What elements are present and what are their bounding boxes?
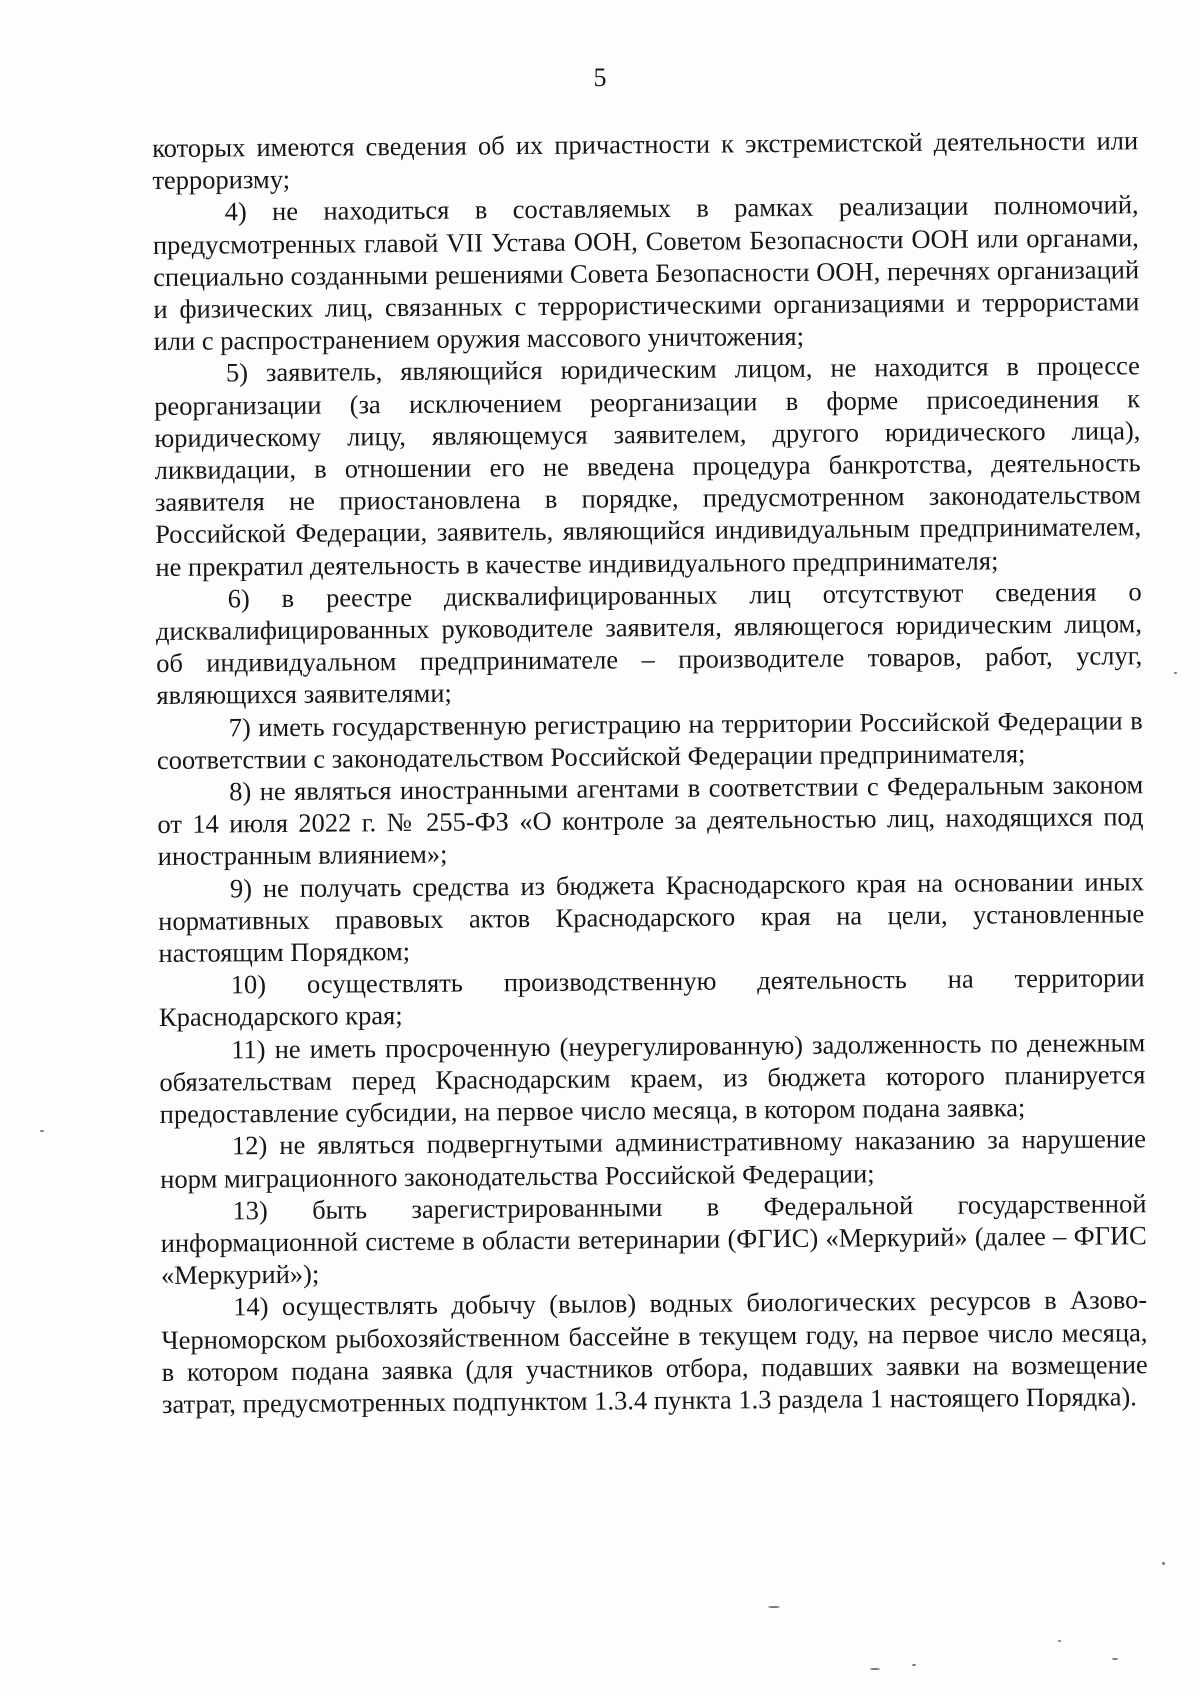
paragraph-item-8: 8) не являться иностранными агентами в соответствии с Федеральным законом от 14 июля 2022 г. № 255-ФЗ «О контроле за деятельностью лиц, находящихся под иностранным влиянием»; — [157, 769, 1144, 872]
scan-speck — [40, 1130, 44, 1132]
paragraph-item-7: 7) иметь государственную регистрацию на территории Российской Федерации в соответствии с законодательством Российской Федерации предпринимателя; — [156, 704, 1143, 775]
document-body — [152, 124, 1148, 1420]
paragraph-item-6: 6) в реестре дисквалифицированных лиц отсутствуют сведения о дисквалифицированных руководителе заявителя, являющегося юридическим лицом, об индивидуальном предпринимателе – производителе товаров, работ, услуг, являющихся заявителями; — [155, 576, 1143, 711]
scan-speck — [1112, 1658, 1118, 1660]
scan-speck — [1058, 1640, 1061, 1642]
paragraph-item-9: 9) не получать средства из бюджета Краснодарского края на основании иных нормативных правовых актов Краснодарского края на цели, установленные настоящим Порядком; — [158, 865, 1145, 969]
paragraph-continuation: которых имеются сведения об их причастности к экстремистской деятельности или терроризму; — [152, 125, 1139, 196]
paragraph-item-12: 12) не являться подвергнутыми административному наказанию за нарушение норм миграционного законодательства Российской Федерации; — [160, 1123, 1147, 1194]
page-number: 5 — [593, 63, 607, 92]
paragraph-item-11: 11) не иметь просроченную (неурегулированную) задолженность по денежным обязательствам перед Краснодарским краем, из бюджета которого планируется предоставление субсидии, на первое число месяца, в котором подана заявка; — [159, 1026, 1146, 1130]
paragraph-item-4: 4) не находиться в составляемых в рамках реализации полномочий, предусмотренных главой VII Устава ООН, Советом Безопасности ООН или органами, специально созданными решениями Совета Безопасности ООН, перечнях организаций и физических лиц, связанных с террористическими организациями и террористами или с распространением оружия массового уничтожения; — [152, 189, 1140, 357]
scan-speck — [1174, 672, 1177, 674]
scan-speck — [768, 1606, 780, 1608]
paragraph-item-5: 5) заявитель, являющийся юридическим лицом, не находится в процессе реорганизации (за исключением реорганизации в форме присоединения к юридическому лицу, являющемуся заявителем, другого юридического лица), ликвидации, в отношении его не введена процедура банкротства, деятельность заявителя не приостановлена в порядке, предусмотренном законодательством Российской Федерации, заявитель, являющийся индивидуальным предпринимателем, не прекратил деятельность в качестве индивидуального предпринимателя; — [154, 350, 1142, 582]
paragraph-item-14: 14) осуществлять добычу (вылов) водных биологических ресурсов в Азово-Черноморском рыбохозяйственном бассейне в текущем году, на первое число месяца, в котором подана заявка (для участников отбора, подавших заявки на возмещение затрат, предусмотренных подпунктом 1.3.4 пункта 1.3 раздела 1 настоящего Порядка). — [161, 1284, 1148, 1419]
scan-speck — [1162, 1562, 1165, 1565]
scan-speck — [870, 1668, 880, 1670]
scan-speck — [912, 1664, 916, 1666]
paragraph-item-13: 13) быть зарегистрированными в Федеральной государственной информационной системе в области ветеринарии (ФГИС) «Меркурий» (далее – ФГИС «Меркурий»); — [160, 1187, 1147, 1291]
paragraph-item-10: 10) осуществлять производственную деятельность на территории Краснодарского края; — [158, 962, 1145, 1033]
